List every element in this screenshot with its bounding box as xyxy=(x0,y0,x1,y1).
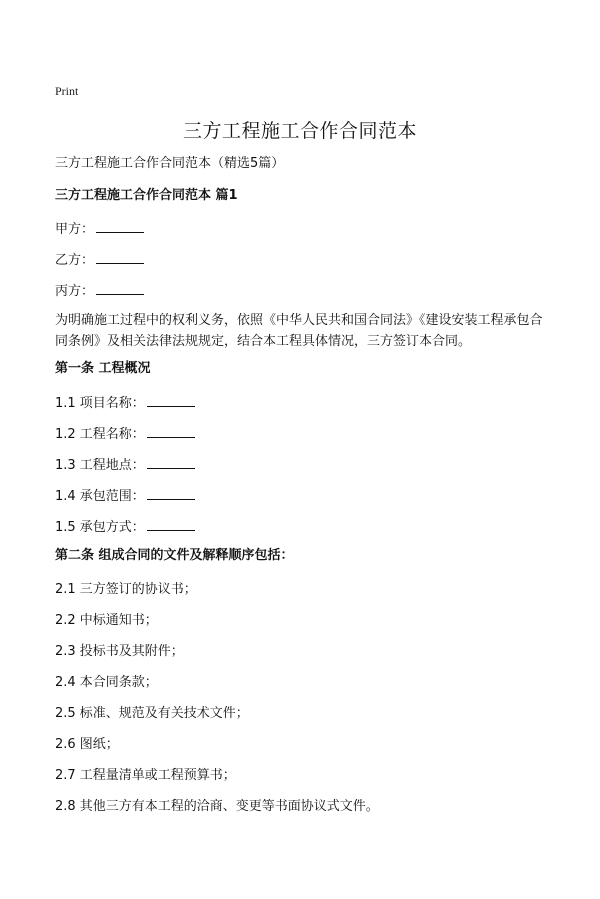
party-c-label: 丙方： xyxy=(55,284,95,299)
document-subtitle: 三方工程施工合作合同范本（精选5篇） xyxy=(55,156,285,171)
article1-item-blank xyxy=(147,487,195,500)
article1-item xyxy=(55,487,195,505)
article2-heading: 第二条 组成合同的文件及解释顺序包括： xyxy=(55,548,294,563)
article1-item-blank xyxy=(147,518,195,531)
party-c-line xyxy=(55,282,144,300)
article2-item: 2.7 工程量清单或工程预算书； xyxy=(55,768,236,783)
article1-item xyxy=(55,425,195,443)
article2-item: 2.5 标准、规范及有关技术文件； xyxy=(55,706,249,721)
article1-heading: 第一条 工程概况 xyxy=(55,361,151,376)
article2-item: 2.3 投标书及其附件； xyxy=(55,644,184,659)
party-a-label: 甲方： xyxy=(55,222,95,237)
article1-item-blank xyxy=(147,425,195,438)
print-link[interactable]: Print xyxy=(55,84,79,98)
article1-item-label: 1.5 承包方式： xyxy=(55,520,145,535)
article1-item-label: 1.3 工程地点： xyxy=(55,458,145,473)
article2-item: 2.6 图纸； xyxy=(55,737,119,752)
party-b-blank xyxy=(96,251,144,264)
article1-item xyxy=(55,456,195,474)
article2-item: 2.1 三方签订的协议书； xyxy=(55,582,197,597)
article2-item: 2.4 本合同条款； xyxy=(55,675,158,690)
article1-item-blank xyxy=(147,394,195,407)
article1-item-label: 1.4 承包范围： xyxy=(55,489,145,504)
article1-item-label: 1.2 工程名称： xyxy=(55,427,145,442)
intro-paragraph: 为明确施工过程中的权利义务，依照《中华人民共和国合同法》《建设安装工程承包合同条例》及相关法律法规规定，结合本工程具体情况，三方签订本合同。 xyxy=(55,313,543,349)
party-c-blank xyxy=(96,282,144,295)
article2-item: 2.8 其他三方有本工程的洽商、变更等书面协议式文件。 xyxy=(55,799,379,814)
party-a-blank xyxy=(96,220,144,233)
party-b-label: 乙方： xyxy=(55,253,95,268)
article1-item xyxy=(55,518,195,536)
article2-item: 2.2 中标通知书； xyxy=(55,613,158,628)
document-title: 三方工程施工合作合同范本 xyxy=(182,120,417,142)
article1-item-label: 1.1 项目名称： xyxy=(55,396,145,411)
party-b-line xyxy=(55,251,144,269)
article1-item-blank xyxy=(147,456,195,469)
article1-item xyxy=(55,394,195,412)
party-a-line xyxy=(55,220,144,238)
section-heading: 三方工程施工合作合同范本 篇1 xyxy=(55,188,238,203)
